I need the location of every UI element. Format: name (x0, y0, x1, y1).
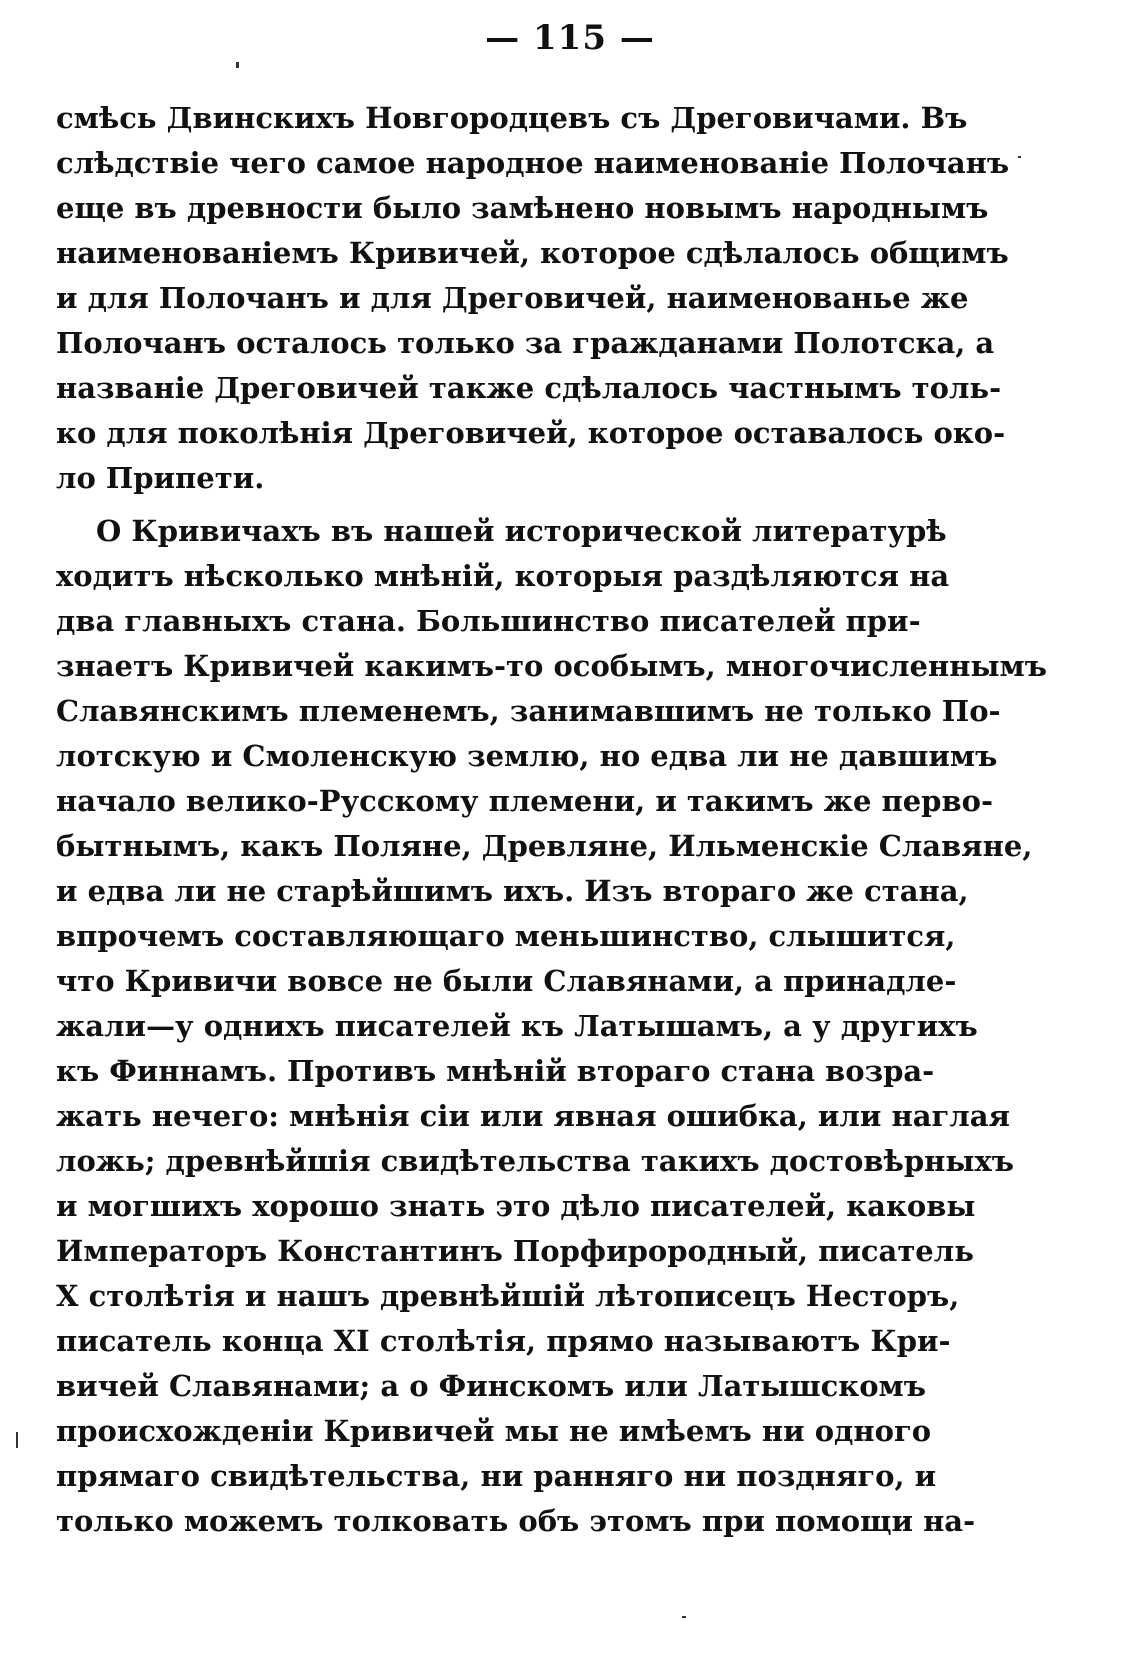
text-line: начало велико-Русскому племени, и такимъ же перво- (56, 784, 993, 818)
text-line: ходитъ нѣсколько мнѣній, которыя раздѣляются на (56, 559, 950, 593)
text-line: къ Финнамъ. Противъ мнѣній втораго стана возра- (56, 1054, 935, 1088)
text-line: только можемъ толковать объ этомъ при помощи на- (56, 1504, 976, 1538)
text-line: еще въ древности было замѣнено новымъ народнымъ (56, 191, 989, 225)
text-line: Императоръ Константинъ Порфирородный, писатель (56, 1234, 974, 1268)
text-line: что Кривичи вовсе не были Славянами, а принадле- (56, 964, 957, 998)
text-line: Полочанъ осталось только за гражданами Полотска, а (56, 326, 995, 360)
text-line: и едва ли не старѣйшимъ ихъ. Изъ втораго же стана, (56, 874, 969, 908)
text-line: лотскую и Смоленскую землю, но едва ли не давшимъ (56, 739, 998, 773)
paragraph-2 (56, 509, 1047, 1544)
text-line: писатель конца XI столѣтія, прямо называютъ Кри- (56, 1324, 951, 1358)
print-speck (16, 1432, 18, 1448)
text-line: О Кривичахъ въ нашей исторической литературѣ (96, 514, 947, 548)
text-line: впрочемъ составляющаго меньшинство, слышится, (56, 919, 956, 953)
text-line: X столѣтія и нашъ древнѣйшій лѣтописецъ Несторъ, (56, 1279, 960, 1313)
text-line: ко для поколѣнія Дреговичей, которое оставалось око- (56, 416, 1006, 450)
text-line: жать нечего: мнѣнія сіи или явная ошибка, или наглая (56, 1099, 1010, 1133)
body-text (56, 96, 1047, 1544)
text-line: смѣсь Двинскихъ Новгородцевъ съ Дреговичами. Въ (56, 101, 968, 135)
print-speck (1018, 156, 1021, 158)
text-line: два главныхъ стана. Большинство писателей при- (56, 604, 921, 638)
text-line: жали—у однихъ писателей къ Латышамъ, а у другихъ (56, 1009, 978, 1043)
print-speck (682, 1616, 686, 1618)
paragraph-gap (56, 501, 916, 509)
text-line: и могшихъ хорошо знать это дѣло писателей, каковы (56, 1189, 976, 1223)
paragraph-1 (56, 96, 1010, 501)
text-line: слѣдствіе чего самое народное наименованіе Полочанъ (56, 146, 1010, 180)
text-line: прямаго свидѣтельства, ни ранняго ни поздняго, и (56, 1459, 937, 1493)
text-line: наименованіемъ Кривичей, которое сдѣлалось общимъ (56, 236, 1009, 270)
text-line: Славянскимъ племенемъ, занимавшимъ не только По- (56, 694, 1001, 728)
text-line: вичей Славянами; а о Финскомъ или Латышскомъ (56, 1369, 926, 1403)
page-number: — 115 — (485, 18, 655, 58)
text-line: и для Полочанъ и для Дреговичей, наименованье же (56, 281, 969, 315)
text-line: происхожденіи Кривичей мы не имѣемъ ни одного (56, 1414, 932, 1448)
print-speck (236, 62, 239, 68)
text-line: ложь; древнѣйшія свидѣтельства такихъ достовѣрныхъ (56, 1144, 1014, 1178)
text-line: бытнымъ, какъ Поляне, Древляне, Ильменскіе Славяне, (56, 829, 1033, 863)
text-line: названіе Дреговичей также сдѣлалось частнымъ толь- (56, 371, 1002, 405)
text-line: знаетъ Кривичей какимъ-то особымъ, многочисленнымъ (56, 649, 1047, 683)
text-line: ло Припети. (56, 461, 265, 495)
